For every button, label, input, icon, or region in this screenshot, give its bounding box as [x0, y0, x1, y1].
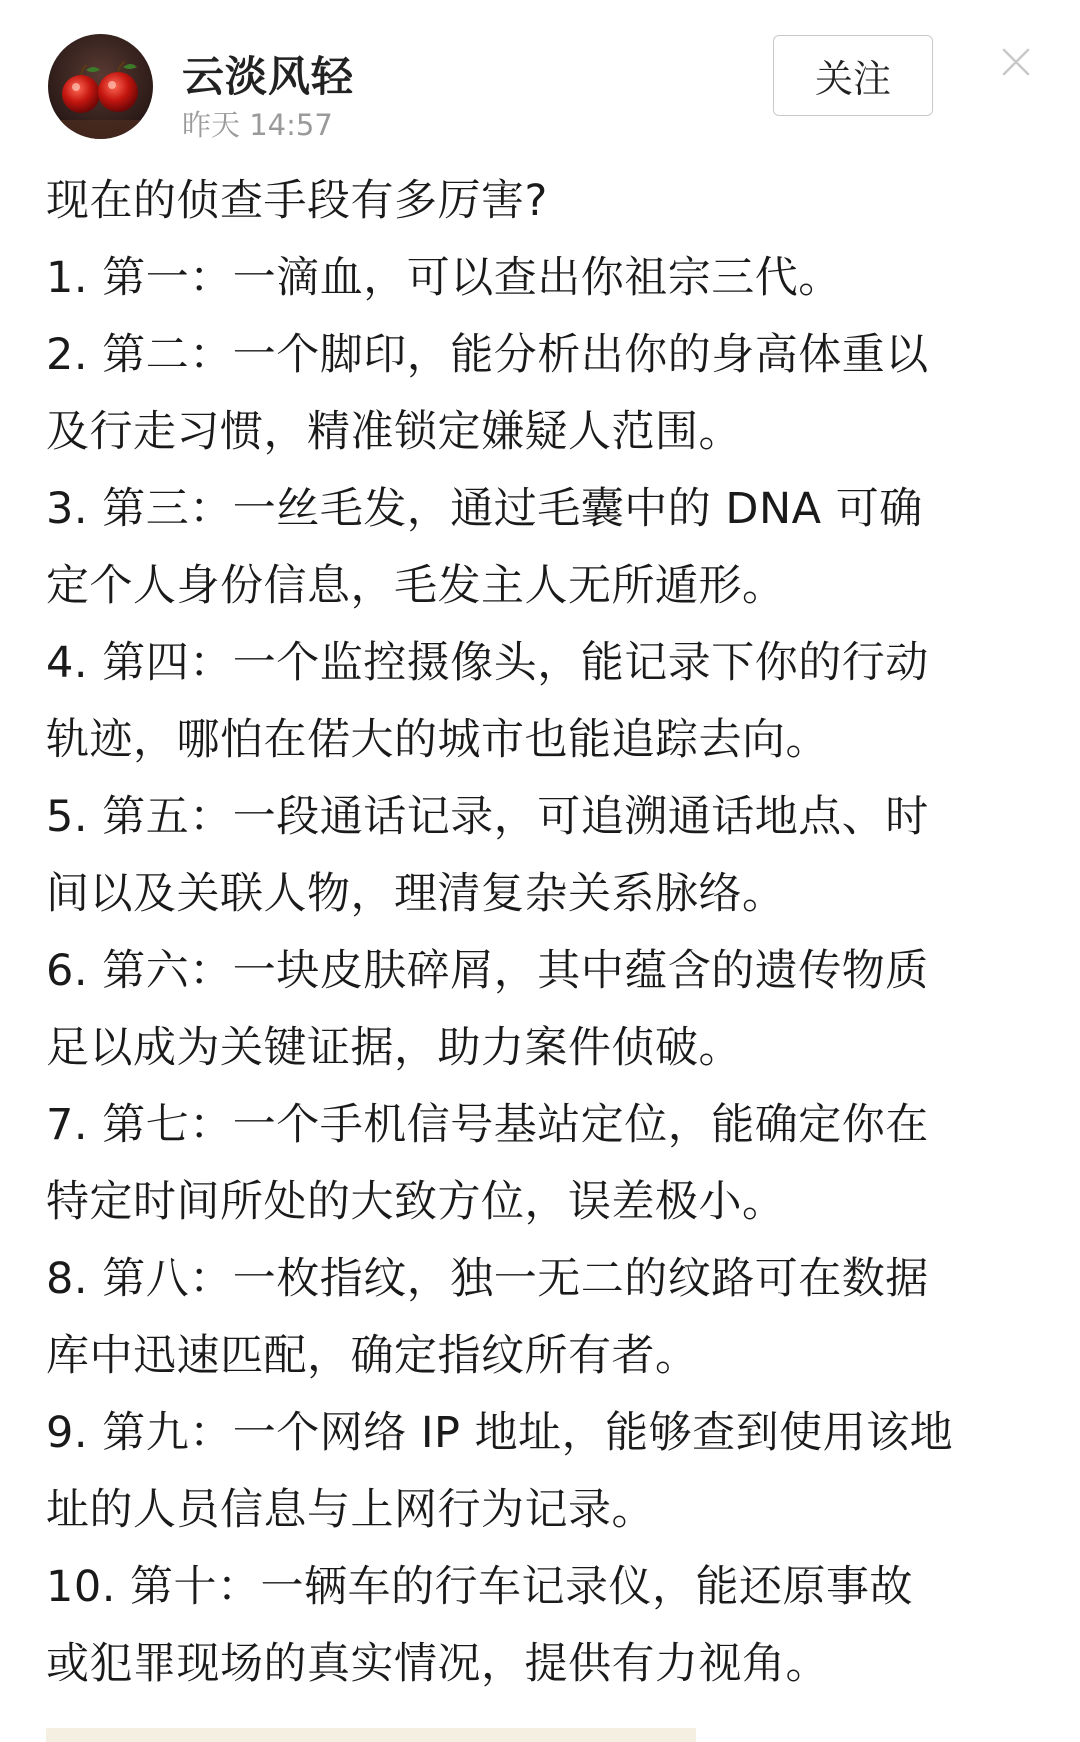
post-line: 5. 第五：一段通话记录，可追溯通话地点、时 — [46, 792, 929, 842]
post-line: 10. 第十：一辆车的行车记录仪，能还原事故 — [46, 1562, 914, 1612]
post-line: 2. 第二：一个脚印，能分析出你的身高体重以 — [46, 330, 929, 380]
post-title: 现在的侦查手段有多厉害? — [46, 176, 548, 226]
post-line: 及行走习惯，精准锁定嫌疑人范围。 — [46, 407, 742, 457]
post-line: 6. 第六：一块皮肤碎屑，其中蕴含的遗传物质 — [46, 946, 929, 996]
close-icon[interactable] — [996, 42, 1036, 82]
post-line: 3. 第三：一丝毛发，通过毛囊中的 DNA 可确 — [46, 484, 923, 534]
post-header — [0, 0, 1080, 150]
post-line: 轨迹，哪怕在偌大的城市也能追踪去向。 — [46, 715, 829, 765]
post-line: 4. 第四：一个监控摄像头，能记录下你的行动 — [46, 638, 929, 688]
post-line: 1. 第一：一滴血，可以查出你祖宗三代。 — [46, 253, 842, 303]
post-line: 或犯罪现场的真实情况，提供有力视角。 — [46, 1639, 829, 1689]
avatar[interactable] — [48, 34, 153, 139]
post-line: 定个人身份信息，毛发主人无所遁形。 — [46, 561, 786, 611]
post-line: 间以及关联人物，理清复杂关系脉络。 — [46, 869, 786, 919]
post-line: 特定时间所处的大致方位，误差极小。 — [46, 1177, 786, 1227]
apple-avatar-icon — [48, 34, 153, 139]
post-line: 库中迅速匹配，确定指纹所有者。 — [46, 1331, 699, 1381]
image-preview-strip — [46, 1728, 696, 1742]
post-body — [46, 163, 1036, 1703]
post-line: 9. 第九：一个网络 IP 地址，能够查到使用该地 — [46, 1408, 954, 1458]
post-line: 足以成为关键证据，助力案件侦破。 — [46, 1023, 742, 1073]
post-line: 址的人员信息与上网行为记录。 — [46, 1485, 655, 1535]
follow-button[interactable]: 关注 — [773, 35, 933, 116]
username[interactable]: 云淡风轻 — [182, 52, 355, 101]
post-line: 7. 第七：一个手机信号基站定位，能确定你在 — [46, 1100, 929, 1150]
post-line: 8. 第八：一枚指纹，独一无二的纹路可在数据 — [46, 1254, 929, 1304]
post-timestamp: 昨天 14:57 — [182, 108, 333, 142]
